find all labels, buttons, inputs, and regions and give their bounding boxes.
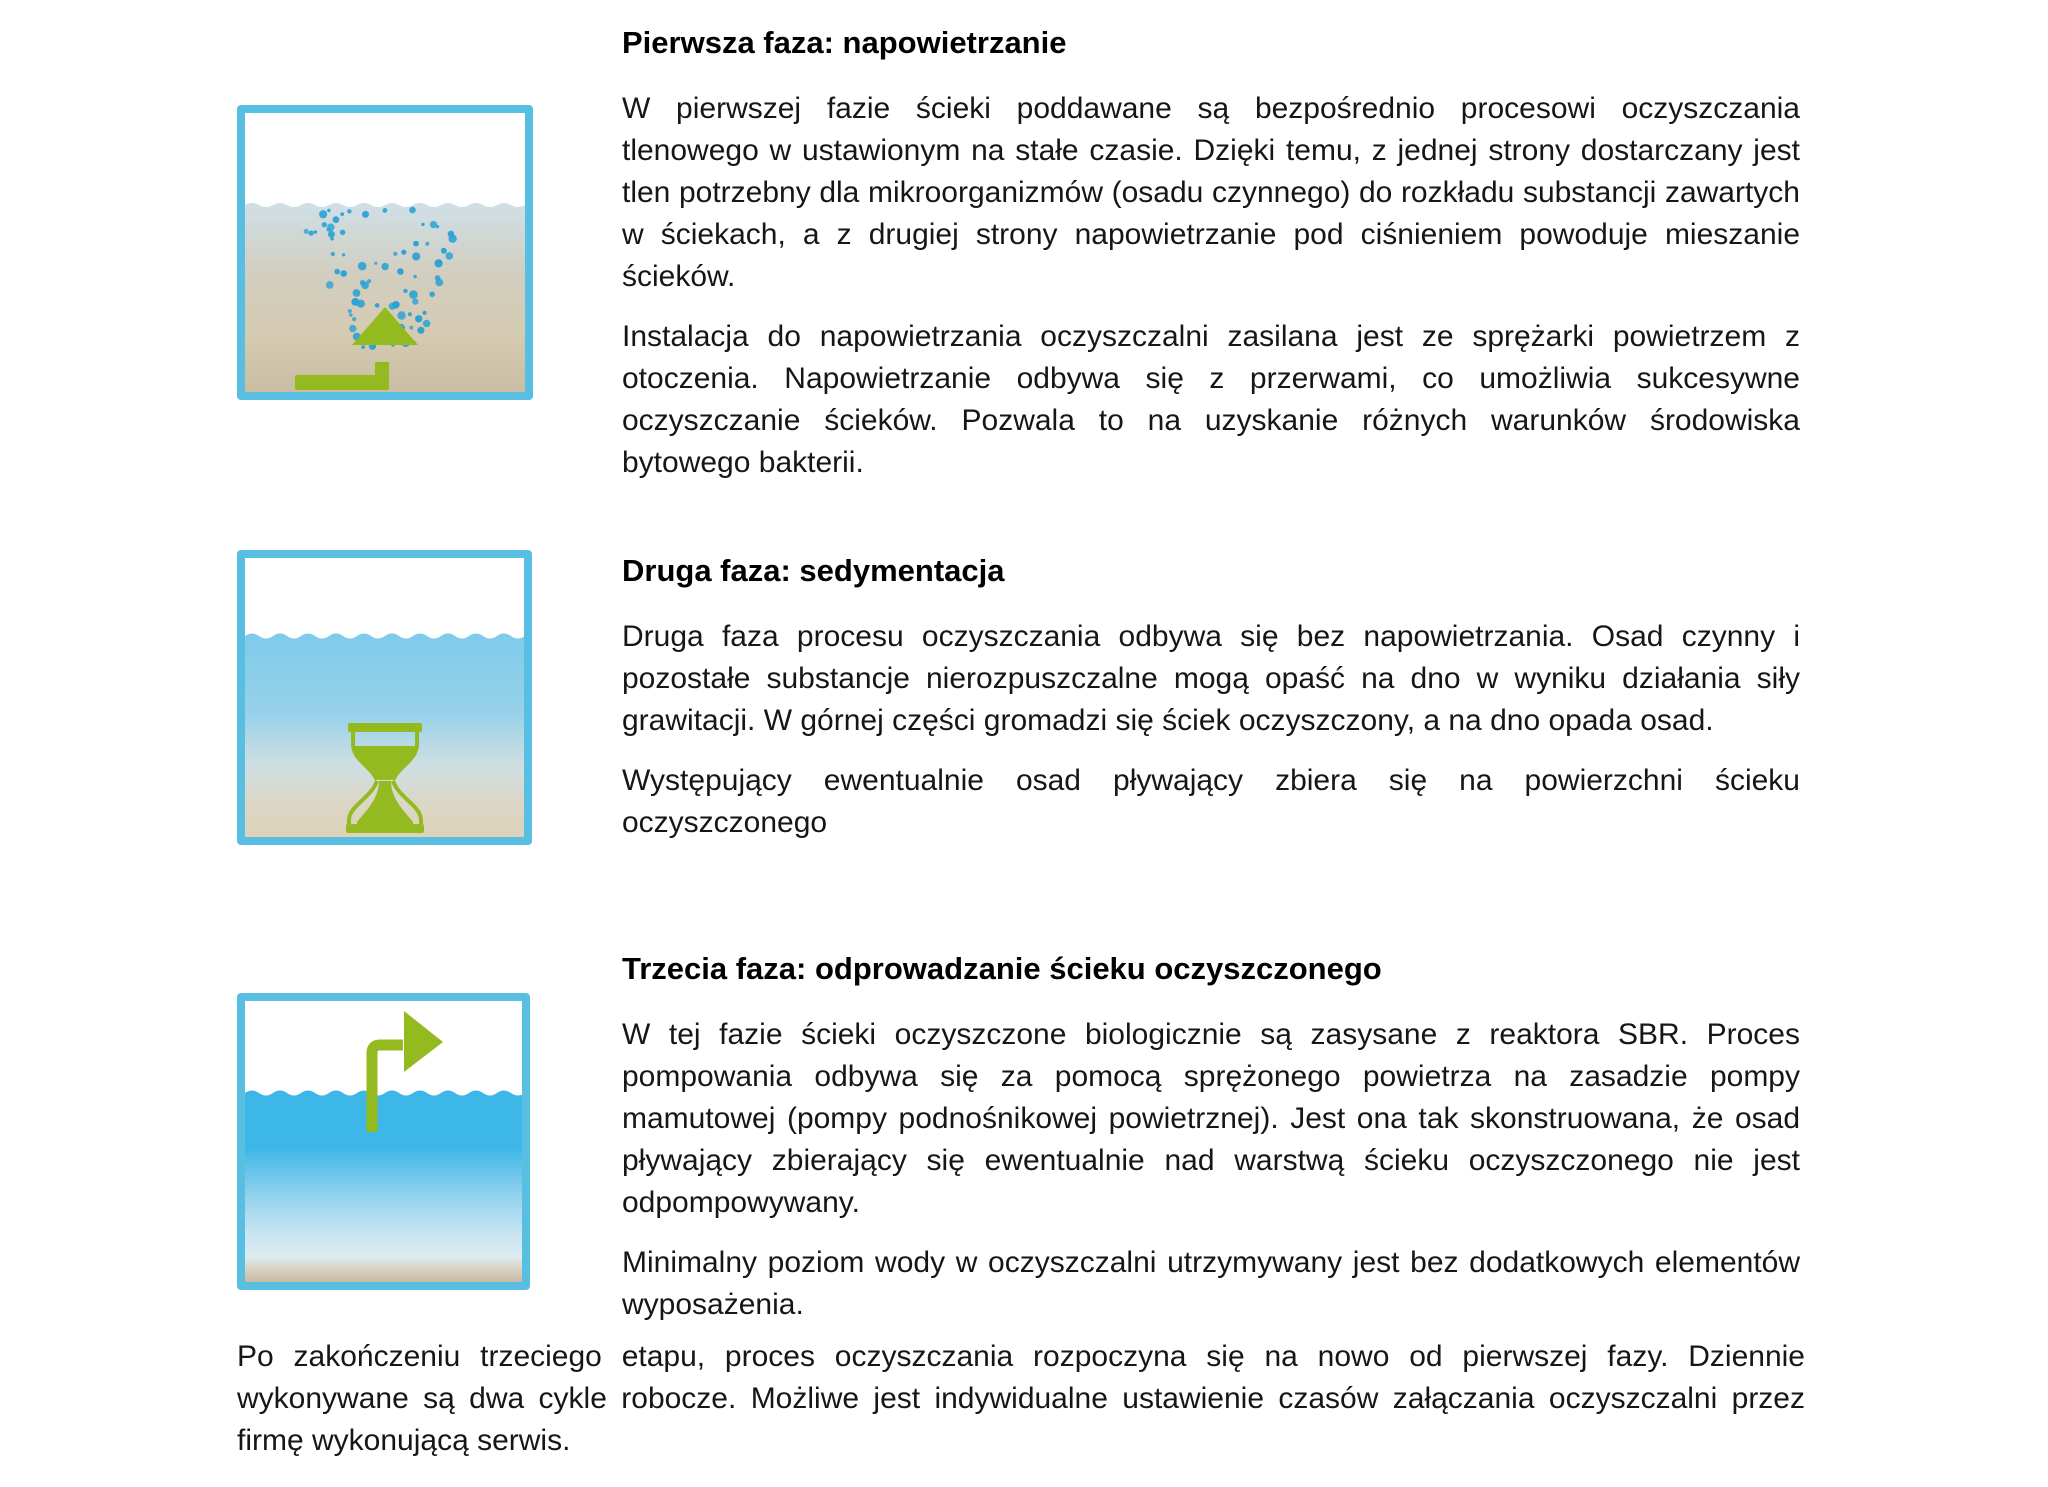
section-phase-1 (622, 22, 1800, 484)
phase-2-paragraph-2: Występujący ewentualnie osad pływający zbiera się na powierzchni ścieku oczyszczonego (622, 764, 1800, 839)
closing-note (237, 1336, 1805, 1462)
section-phase-3 (622, 948, 1800, 1326)
phase-1-paragraph-2: Instalacja do napowietrzania oczyszczalni zasilana jest ze sprężarki powietrzem z otoczenia. Napowietrzanie odbywa się z przerwami, co umożliwia sukcesywne oczyszczanie ścieków. Pozwala to na uzyskanie różnych warunków środowiska bytowego bakterii. (622, 320, 1800, 479)
phase-1-paragraph-1: W pierwszej fazie ścieki poddawane są bezpośrednio procesowi oczyszczania tlenowego w ustawionym na stałe czasie. Dzięki temu, z jednej strony dostarczany jest tlen potrzebny dla mikroorganizmów (osadu czynnego) do rozkładu substancji zawartych w ściekach, a z drugiej strony napowietrzanie pod ciśnieniem powoduje mieszanie ścieków. (622, 92, 1800, 293)
aeration-tank-illustration (237, 105, 533, 400)
phase-3-paragraph-2: Minimalny poziom wody w oczyszczalni utrzymywany jest bez dodatkowych elementów wyposażenia. (622, 1246, 1800, 1321)
water-surface (245, 1091, 522, 1283)
discharge-arrow-icon (404, 1011, 443, 1072)
closing-note-paragraph: Po zakończeniu trzeciego etapu, proces oczyszczania rozpoczyna się na nowo od pierwszej fazy. Dziennie wykonywane są dwa cykle robocze. Możliwe jest indywidualne ustawienie czasów załączania oczyszczalni przez firmę wykonującą serwis. (237, 1340, 1805, 1457)
sedimentation-tank-illustration (237, 550, 532, 845)
phase-3-paragraph-1: W tej fazie ścieki oczyszczone biologicznie są zasysane z reaktora SBR. Proces pompowania odbywa się za pomocą sprężonego powietrza na zasadzie pompy mamutowej (pompy podnośnikowej powietrznej). Jest ona tak skonstruowana, że osad pływający zbierający się ewentualnie nad warstwą ścieku oczyszczonego nie jest odpompowywany. (622, 1018, 1800, 1219)
discharge-tank-drawing (245, 1001, 522, 1282)
phase-2-paragraph-1: Druga faza procesu oczyszczania odbywa się bez napowietrzania. Osad czynny i pozostałe substancje nierozpuszczalne mogą opaść na dno w wyniku działania siły grawitacji. W górnej części gromadzi się ściek oczyszczony, a na dno opada osad. (622, 620, 1800, 737)
phase-2-heading: Druga faza: sedymentacja (622, 553, 1005, 588)
phase-3-heading: Trzecia faza: odprowadzanie ścieku oczyszczonego (622, 951, 1382, 986)
section-phase-2 (622, 550, 1800, 844)
discharge-tank-illustration (237, 993, 530, 1290)
aeration-tank-drawing (245, 113, 525, 392)
phase-1-heading: Pierwsza faza: napowietrzanie (622, 25, 1067, 60)
sedimentation-tank-drawing (245, 558, 524, 837)
